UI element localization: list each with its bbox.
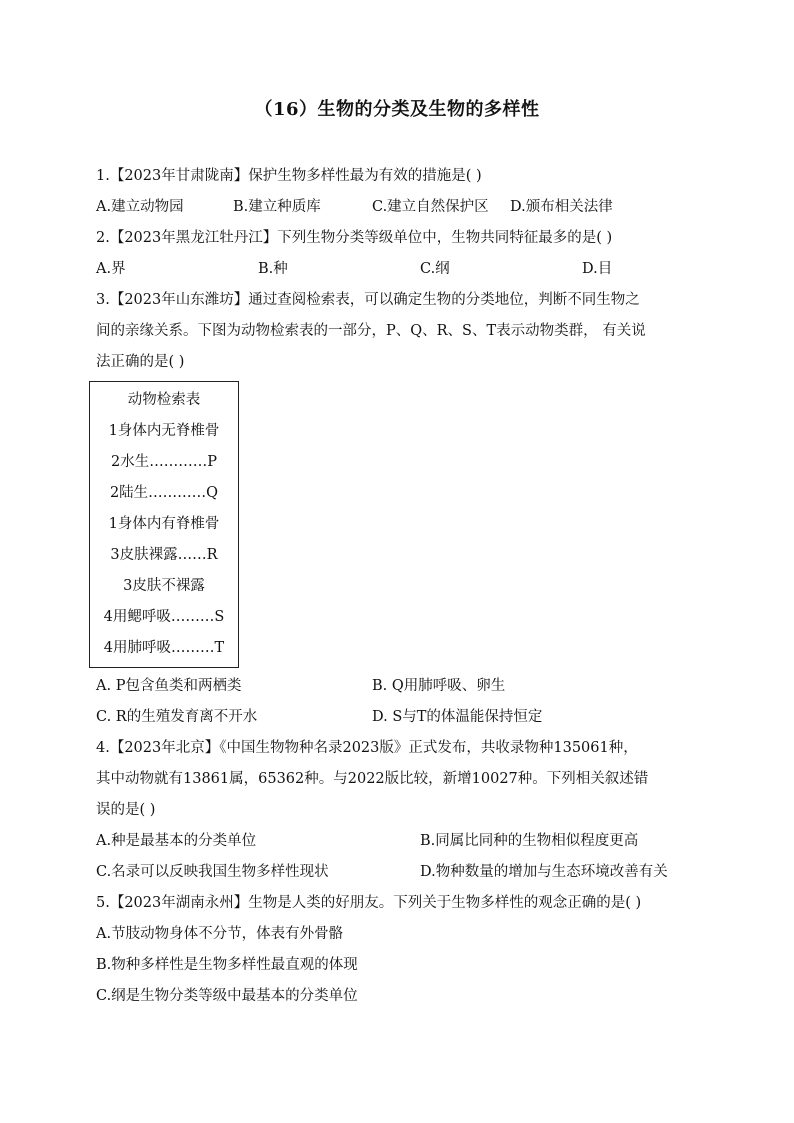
q3-option-c: C. R的生殖发育离不开水 <box>96 709 258 725</box>
q2-option-a: A.界 <box>96 261 126 277</box>
key-row: 1身体内无脊椎骨 <box>108 423 220 439</box>
q2-option-d: D.目 <box>582 261 613 277</box>
q4-option-c: C.名录可以反映我国生物多样性现状 <box>96 864 329 880</box>
q3-option-b: B. Q用肺呼吸、卵生 <box>372 678 506 694</box>
q4-stem-line-2: 其中动物就有13861属，65362种。与2022版比较，新增10027种。下列相关叙述错 <box>96 771 649 787</box>
q1-option-c: C.建立自然保护区 <box>372 199 489 215</box>
q4-option-d: D.物种数量的增加与生态环境改善有关 <box>420 864 668 880</box>
q2-option-c: C.纲 <box>420 261 450 277</box>
q4-option-a: A.种是最基本的分类单位 <box>96 833 257 849</box>
q4-stem-line-3: 误的是( ) <box>96 802 156 818</box>
animal-key-table <box>89 381 239 668</box>
q1-option-b: B.建立种质库 <box>233 199 321 215</box>
key-row: 2陆生…………Q <box>109 485 219 501</box>
q1-stem: 1.【2023年甘肃陇南】保护生物多样性最为有效的措施是( ) <box>96 168 482 184</box>
q1-option-d: D.颁布相关法律 <box>510 199 613 215</box>
q4-option-b: B.同属比同种的生物相似程度更高 <box>420 833 639 849</box>
key-row: 4用鳃呼吸………S <box>103 609 225 625</box>
key-row: 4用肺呼吸………T <box>103 640 225 656</box>
q3-stem-line-3: 法正确的是( ) <box>96 354 185 370</box>
q2-option-b: B.种 <box>258 261 288 277</box>
key-row: 3皮肤不裸露 <box>123 578 205 594</box>
q3-option-a: A. P包含鱼类和两栖类 <box>96 678 242 694</box>
q5-option-c: C.纲是生物分类等级中最基本的分类单位 <box>96 988 358 1004</box>
q4-stem-line-1: 4.【2023年北京】《中国生物物种名录2023版》正式发布，共收录物种135061种， <box>96 740 638 756</box>
key-table-title: 动物检索表 <box>127 392 201 408</box>
q5-option-a: A.节肢动物身体不分节，体表有外骨骼 <box>96 926 344 942</box>
q1-option-a: A.建立动物园 <box>96 199 184 215</box>
q3-option-d: D. S与T的体温能保持恒定 <box>372 709 543 725</box>
q2-stem: 2.【2023年黑龙江牡丹江】下列生物分类等级单位中，生物共同特征最多的是( ) <box>96 230 613 246</box>
q3-stem-line-1: 3.【2023年山东潍坊】通过查阅检索表，可以确定生物的分类地位，判断不同生物之 <box>96 292 640 308</box>
q5-stem: 5.【2023年湖南永州】生物是人类的好朋友。下列关于生物多样性的观念正确的是( ) <box>96 895 642 911</box>
key-row: 3皮肤裸露……R <box>110 547 218 563</box>
q5-option-b: B.物种多样性是生物多样性最直观的体现 <box>96 957 358 973</box>
q3-stem-line-2: 间的亲缘关系。下图为动物检索表的一部分，P、Q、R、S、T表示动物类群， 有关说 <box>96 323 646 339</box>
key-row: 2水生…………P <box>111 454 217 470</box>
key-row: 1身体内有脊椎骨 <box>108 516 220 532</box>
page-title: （16）生物的分类及生物的多样性 <box>254 99 540 120</box>
